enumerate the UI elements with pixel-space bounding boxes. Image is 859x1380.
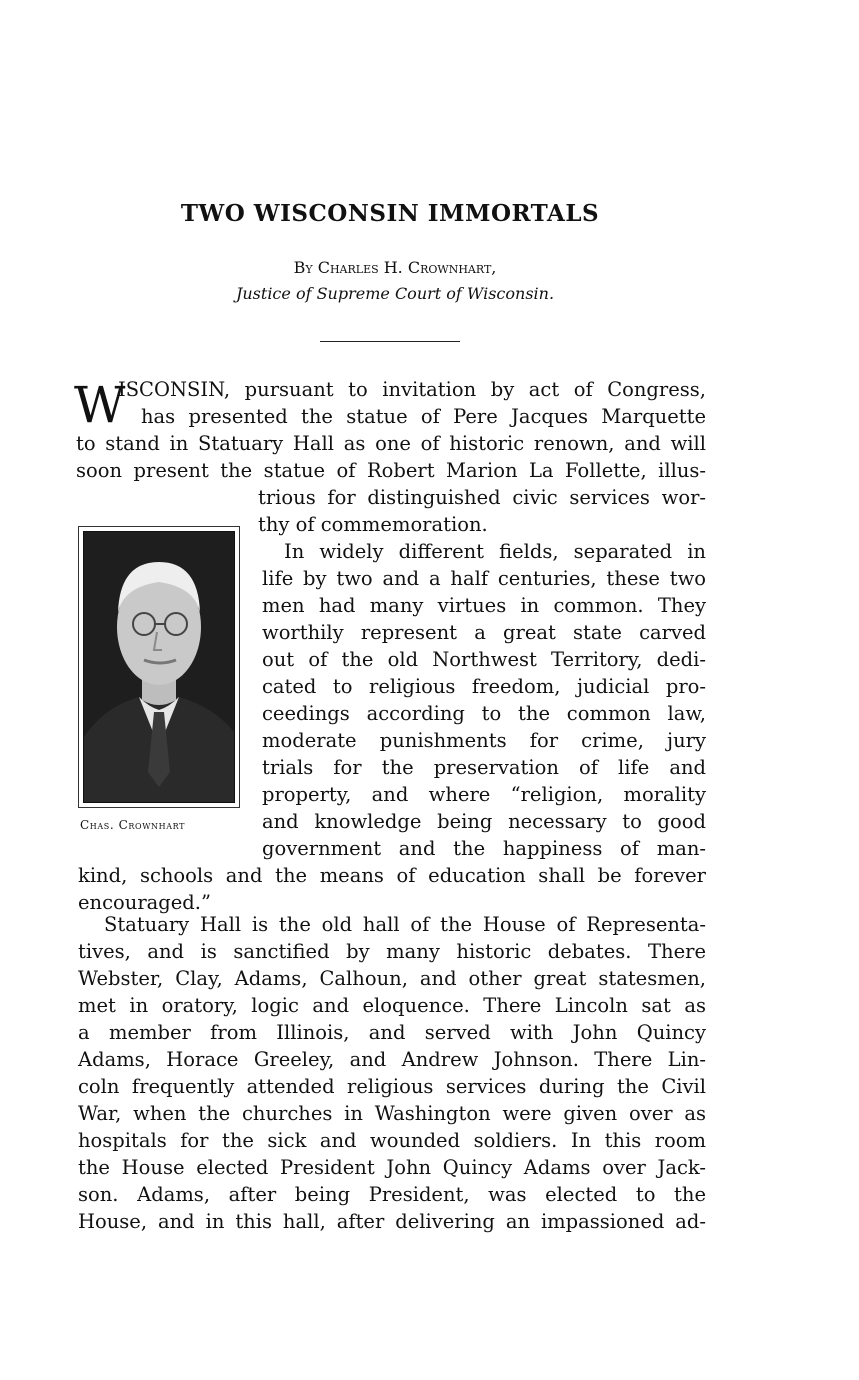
text-line: trials for the preservation of life and [262,756,706,779]
drop-cap: W [74,376,126,434]
article-title: TWO WISCONSIN IMMORTALS [180,200,600,227]
author-office: Justice of Supreme Court of Wisconsin. [235,284,555,303]
text-line: encouraged.” [78,891,211,914]
text-line: War, when the churches in Washington were given over as [78,1102,706,1125]
text-line: hospitals for the sick and wounded soldiers. In this room [78,1129,706,1152]
text-line: Adams, Horace Greeley, and Andrew Johnson. There Lin- [78,1048,706,1071]
text-line: House, and in this hall, after delivering an impassioned ad- [78,1210,706,1233]
text-line: coln frequently attended religious services during the Civil [78,1075,706,1098]
text-line: life by two and a half centuries, these two [262,567,706,590]
portrait-photo-frame [78,526,240,808]
title-divider [320,341,460,342]
text-line: Statuary Hall is the old hall of the House of Representa- [104,913,706,936]
text-line: a member from Illinois, and served with John Quincy [78,1021,706,1044]
text-line: son. Adams, after being President, was elected to the [78,1183,706,1206]
text-line: worthily represent a great state carved [262,621,706,644]
text-line: In widely different fields, separated in [284,540,706,563]
text-line: men had many virtues in common. They [262,594,706,617]
text-line: moderate punishments for crime, jury [262,729,706,752]
text-line: tives, and is sanctified by many historic debates. There [78,940,706,963]
text-line: has presented the statue of Pere Jacques Marquette [141,405,706,428]
text-line: property, and where “religion, morality [262,783,706,806]
text-line: kind, schools and the means of education shall be forever [78,864,706,887]
text-line: ISCONSIN, pursuant to invitation by act of Congress, [118,378,706,401]
text-line: thy of commemoration. [258,513,488,536]
text-line: ceedings according to the common law, [262,702,706,725]
text-line: met in oratory, logic and eloquence. There Lincoln sat as [78,994,706,1017]
portrait-photo [83,531,235,803]
author-byline: By Charles H. Crownhart, [293,258,497,277]
text-line: and knowledge being necessary to good [262,810,706,833]
text-line: the House elected President John Quincy Adams over Jack- [78,1156,706,1179]
photo-caption: Chas. Crownhart [80,818,186,832]
text-line: trious for distinguished civic services wor- [258,486,706,509]
text-line: government and the happiness of man- [262,837,706,860]
text-line: Webster, Clay, Adams, Calhoun, and other great statesmen, [78,967,706,990]
text-line: out of the old Northwest Territory, dedi- [262,648,706,671]
text-line: soon present the statue of Robert Marion La Follette, illus- [76,459,706,482]
text-line: to stand in Statuary Hall as one of historic renown, and will [76,432,706,455]
text-line: cated to religious freedom, judicial pro- [262,675,706,698]
